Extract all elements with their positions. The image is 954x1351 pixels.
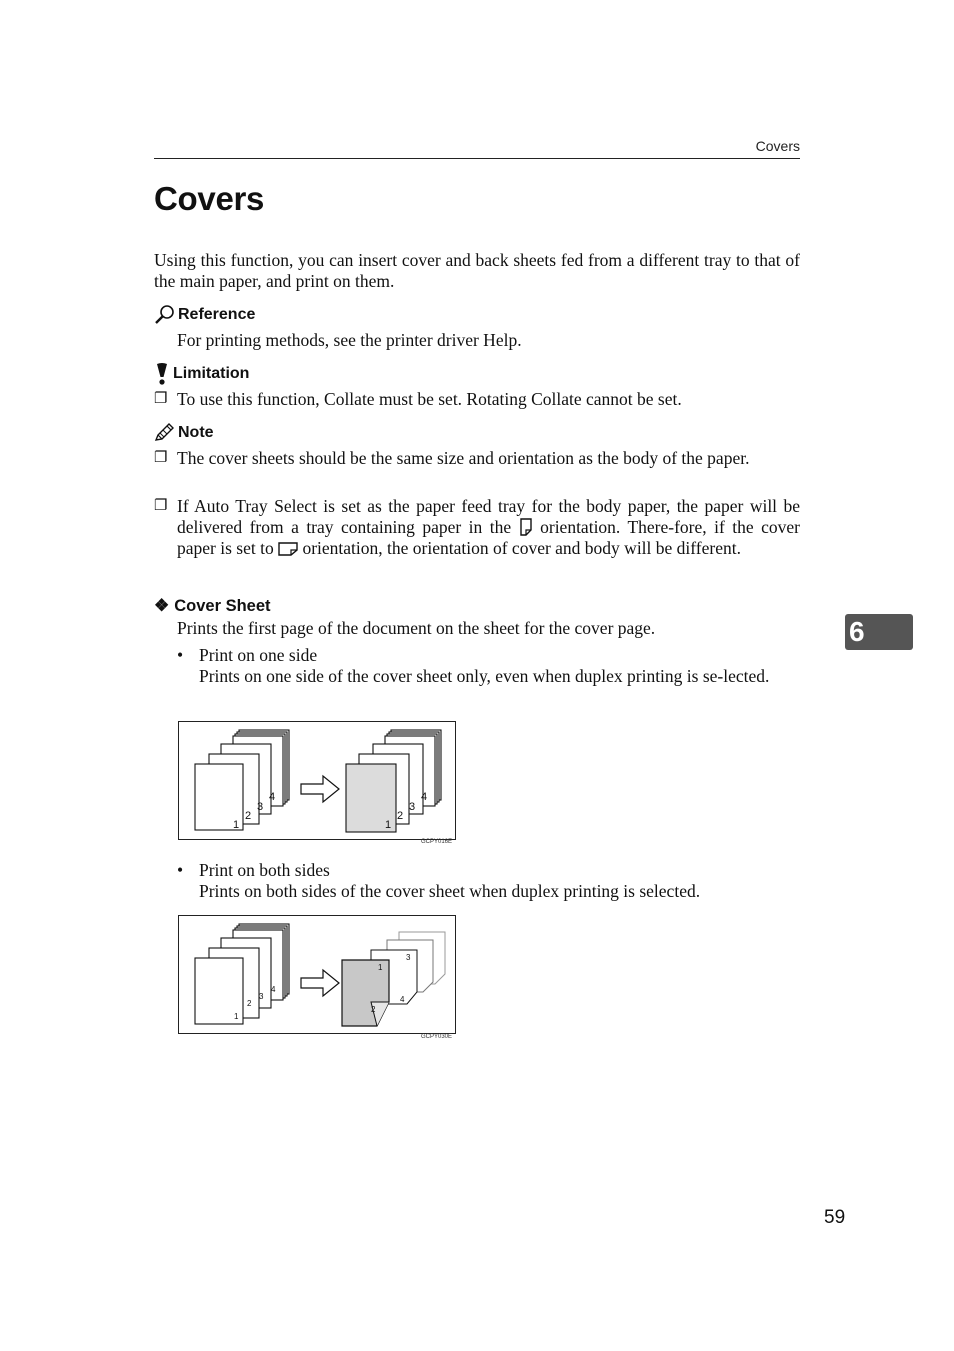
stack-label: 2	[247, 999, 252, 1008]
stack-label: 2	[371, 1005, 376, 1014]
stack-label: 4	[400, 995, 405, 1004]
pencil-icon	[154, 423, 175, 442]
both-sides-illustration	[179, 916, 455, 1033]
figure-code: GCPY016E	[421, 839, 453, 845]
figure-one-side	[178, 721, 456, 840]
figure-code: GCPY030E	[421, 1034, 453, 1040]
note-heading	[154, 423, 214, 442]
stack-label: 3	[259, 992, 264, 1001]
option-one-side-desc: Prints on one side of the cover sheet only, even when duplex printing is se-lected.	[199, 666, 770, 686]
option-one-side-label: Print on one side	[199, 645, 318, 665]
checkbox-square-icon: ❐	[154, 450, 168, 466]
landscape-page-icon	[278, 541, 298, 557]
stack-label: 1	[378, 963, 383, 972]
chapter-tab: 6	[845, 614, 913, 650]
stack-label: 4	[421, 791, 428, 803]
stack-label: 2	[245, 810, 252, 822]
note-item-2-part-a: If Auto Tray Select is set as the paper feed tray for the body paper, the paper will be delivered from a tray containing paper in the	[177, 496, 800, 537]
diamond-star-icon: ❖	[154, 596, 170, 615]
cover-sheet-label: Cover Sheet	[174, 596, 271, 615]
limitation-item	[154, 389, 800, 410]
bullet-dot: •	[177, 860, 184, 880]
note-item-2	[154, 496, 800, 559]
figure-both-sides	[178, 915, 456, 1034]
cover-sheet-text: Prints the first page of the document on the sheet for the cover page.	[177, 618, 656, 638]
option-both-sides-desc: Prints on both sides of the cover sheet when duplex printing is selected.	[199, 881, 701, 901]
limitation-label: Limitation	[173, 365, 250, 382]
limitation-item-text: To use this function, Collate must be set. Rotating Collate cannot be set.	[177, 389, 682, 409]
header-rule	[154, 158, 800, 159]
bullet-dot: •	[177, 645, 184, 665]
stack-label: 1	[233, 819, 240, 831]
note-item-1-text: The cover sheets should be the same size and orientation as the body of the paper.	[177, 448, 750, 468]
reference-heading	[154, 304, 255, 325]
page-title: Covers	[154, 180, 265, 217]
note-item-2-part-b: orientation. There-fore, if the cover paper is set to	[177, 517, 800, 558]
stack-label: 1	[385, 819, 392, 831]
note-label: Note	[178, 423, 214, 441]
option-both-sides-label: Print on both sides	[199, 860, 330, 880]
exclamation-icon	[154, 362, 170, 386]
portrait-page-icon	[519, 518, 533, 536]
intro-paragraph: Using this function, you can insert cover and back sheets fed from a different tray to that of the main paper, and print on them.	[154, 250, 800, 291]
stack-label: 3	[409, 801, 416, 813]
checkbox-square-icon: ❐	[154, 498, 168, 514]
note-item-2-part-c: orientation, the orientation of cover and body will be different.	[298, 538, 741, 558]
right-arrow-icon	[301, 970, 339, 996]
magnifier-icon	[154, 304, 175, 325]
one-side-illustration	[179, 722, 455, 839]
running-header: Covers	[755, 138, 800, 154]
stack-label: 3	[406, 953, 411, 962]
limitation-heading	[154, 362, 249, 386]
page-number: 59	[824, 1207, 846, 1228]
stack-label: 4	[269, 791, 276, 803]
checkbox-square-icon: ❐	[154, 391, 168, 407]
reference-label: Reference	[178, 305, 256, 323]
stack-label: 4	[271, 985, 276, 994]
right-arrow-icon	[301, 776, 339, 802]
cover-sheet-heading	[154, 596, 271, 616]
stack-label: 3	[257, 801, 264, 813]
note-item-2-text	[177, 496, 800, 559]
stack-label: 1	[234, 1012, 239, 1021]
note-item-1	[154, 448, 800, 469]
reference-text: For printing methods, see the printer driver Help.	[177, 330, 522, 350]
stack-label: 2	[397, 810, 404, 822]
